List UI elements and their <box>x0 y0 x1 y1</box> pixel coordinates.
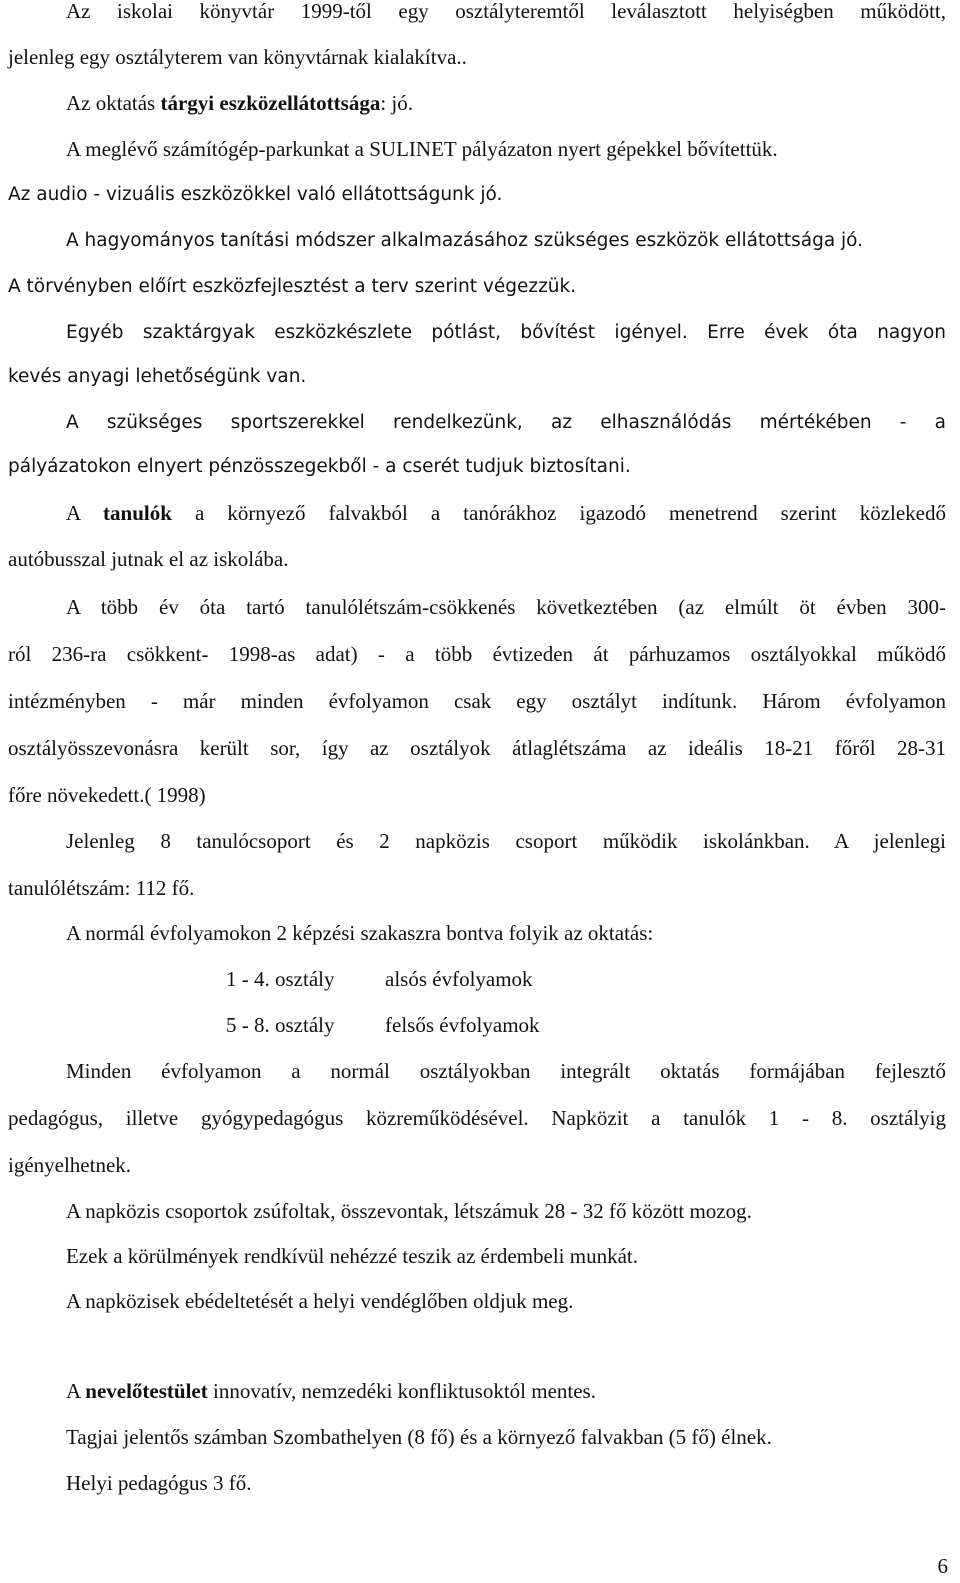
text-line: Jelenleg 8 tanulócsoport és 2 napközis csoport működik iskolánkban. A jelenlegi <box>66 829 946 853</box>
text-line: Helyi pedagógus 3 fő. <box>66 1471 252 1495</box>
grade-range: 1 - 4. osztály <box>226 967 335 991</box>
text-line: Ezek a körülmények rendkívül nehézzé teszik az érdembeli munkát. <box>66 1244 639 1268</box>
text-line: Egyéb szaktárgyak eszközkészlete pótlást, bővítést igényel. Erre évek óta nagyon <box>66 322 946 343</box>
grade-level: felsős évfolyamok <box>385 1013 540 1037</box>
bold-term: tárgyi eszközellátottsága <box>160 91 381 115</box>
text-line: A több év óta tartó tanulólétszám-csökkenés következtében (az elmúlt öt évben 300- <box>66 595 946 619</box>
text-span: : jó. <box>380 91 414 115</box>
text-line: A napközis csoportok zsúfoltak, összevontak, létszámuk 28 - 32 fő között mozog. <box>66 1199 752 1223</box>
text-line: A szükséges sportszerekkel rendelkezünk, az elhasználódás mértékében - a <box>66 412 946 433</box>
text-span: A <box>66 501 104 525</box>
text-line: osztályösszevonásra került sor, így az osztályok átlaglétszáma az ideális 18-21 főről 28-31 <box>8 736 946 760</box>
text-span: A <box>66 1379 86 1403</box>
text-line: autóbusszal jutnak el az iskolába. <box>8 547 289 571</box>
text-line: intézményben - már minden évfolyamon csak egy osztályt indítunk. Három évfolyamon <box>8 689 946 713</box>
text-line: pedagógus, illetve gyógypedagógus közreműködésével. Napközit a tanulók 1 - 8. osztályig <box>8 1106 946 1130</box>
text-line: A normál évfolyamokon 2 képzési szakaszra bontva folyik az oktatás: <box>66 921 654 945</box>
text-line: pályázatokon elnyert pénzösszegekből - a cserét tudjuk biztosítani. <box>8 456 631 477</box>
text-line: ról 236-ra csökkent- 1998-as adat) - a több évtizeden át párhuzamos osztályokkal működő <box>8 642 946 666</box>
text-line: tanulólétszám: 112 fő. <box>8 876 195 900</box>
text-line: A meglévő számítógép-parkunkat a SULINET pályázaton nyert gépekkel bővítettük. <box>66 137 778 161</box>
page-number: 6 <box>937 1554 948 1578</box>
text-line: Az iskolai könyvtár 1999-től egy osztályteremtől leválasztott helyiségben működött, <box>66 0 946 23</box>
text-line: Tagjai jelentős számban Szombathelyen (8 fő) és a környező falvakban (5 fő) élnek. <box>66 1425 772 1449</box>
text-line: Az audio - vizuális eszközökkel való ellátottságunk jó. <box>8 184 503 205</box>
bold-term: tanulók <box>103 501 172 525</box>
grade-range: 5 - 8. osztály <box>226 1013 335 1037</box>
text-span: innovatív, nemzedéki konfliktusoktól mentes. <box>207 1379 596 1403</box>
text-span: Az oktatás <box>66 91 161 115</box>
text-line: igényelhetnek. <box>8 1153 132 1177</box>
text-line <box>66 1378 596 1404</box>
text-line: főre növekedett.( 1998) <box>8 783 206 807</box>
bold-term: nevelőtestület <box>85 1379 208 1403</box>
text-line: A napközisek ebédeltetését a helyi vendéglőben oldjuk meg. <box>66 1289 574 1313</box>
text-line: A törvényben előírt eszközfejlesztést a terv szerint végezzük. <box>8 276 577 297</box>
text-line: kevés anyagi lehetőségünk van. <box>8 366 307 387</box>
text-line <box>66 500 946 526</box>
grade-level: alsós évfolyamok <box>385 967 533 991</box>
text-line: A hagyományos tanítási módszer alkalmazásához szükséges eszközök ellátottsága jó. <box>66 230 864 251</box>
text-line: Minden évfolyamon a normál osztályokban integrált oktatás formájában fejlesztő <box>66 1059 946 1083</box>
text-span: a környező falvakból a tanórákhoz igazodó menetrend szerint közlekedő <box>171 501 946 525</box>
text-line <box>66 90 413 116</box>
text-line: jelenleg egy osztályterem van könyvtárnak kialakítva.. <box>8 45 467 69</box>
